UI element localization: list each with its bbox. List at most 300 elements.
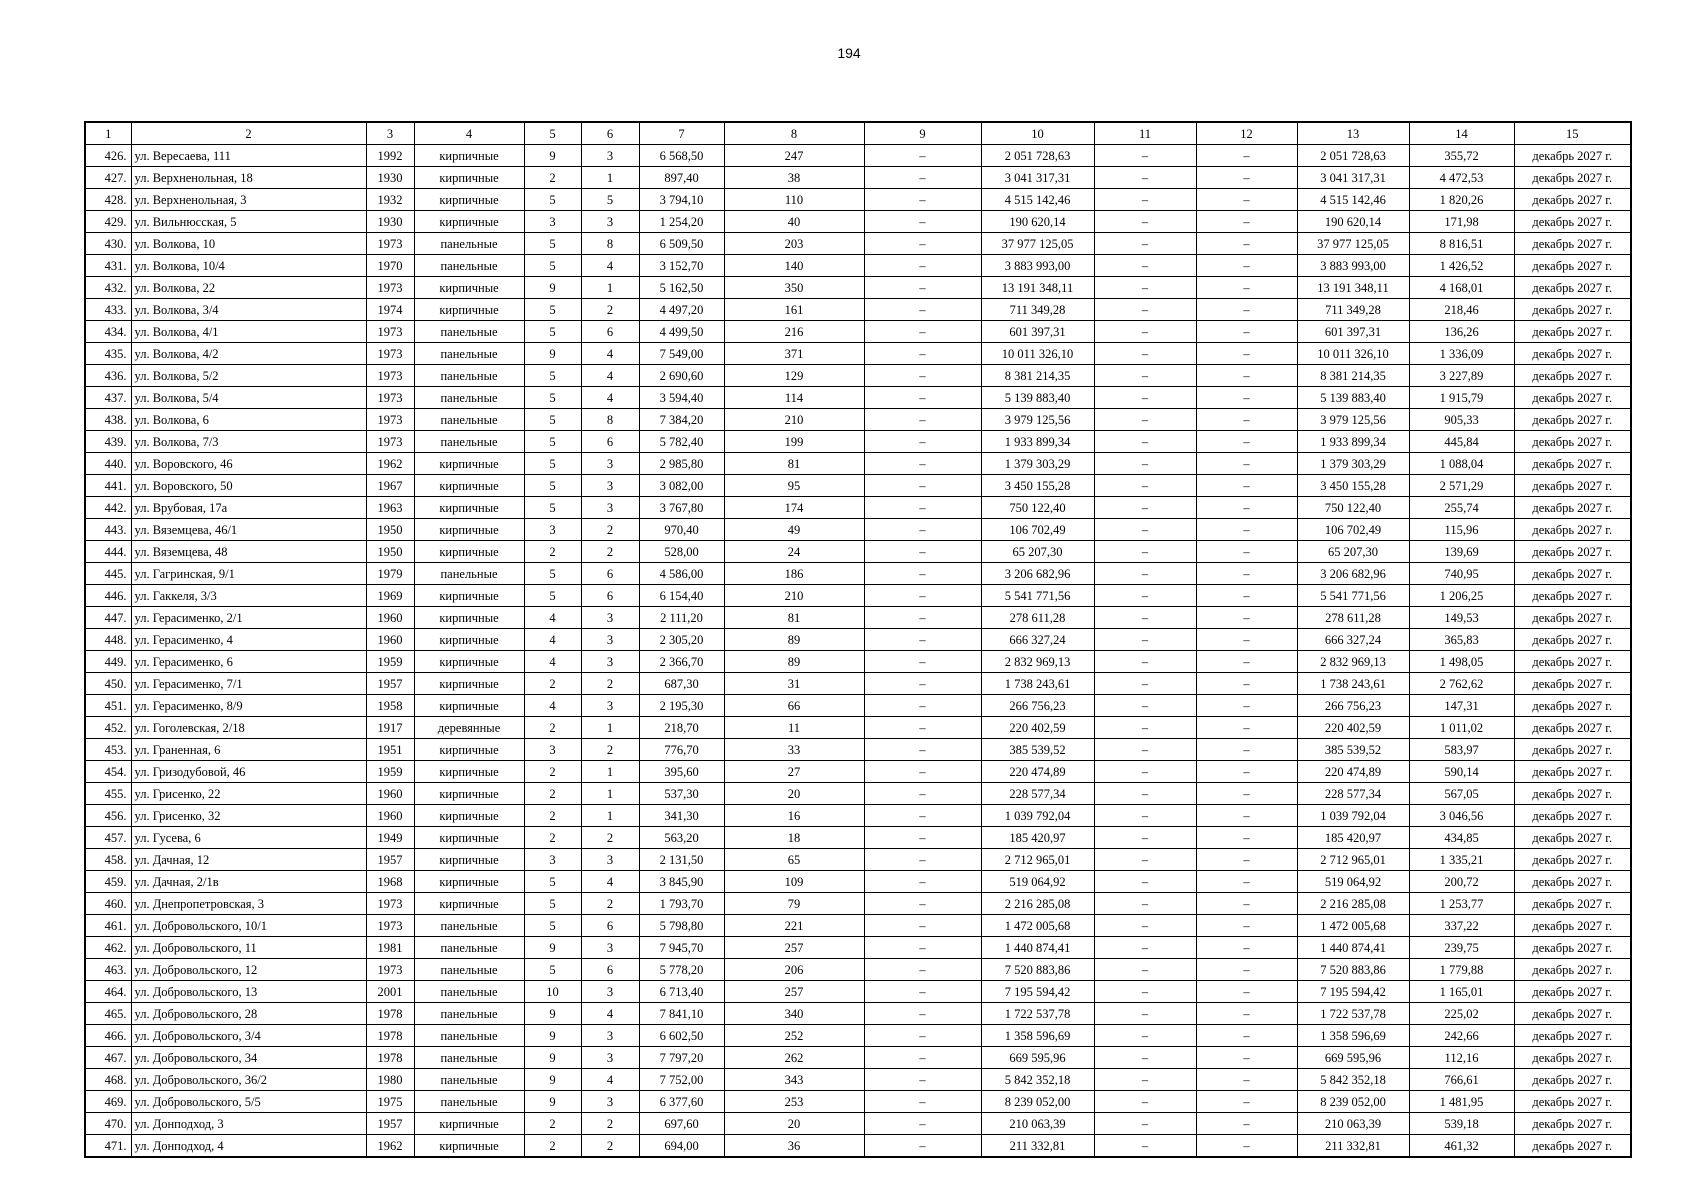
table-cell: 697,60 bbox=[639, 1113, 724, 1135]
table-cell: ул. Гусева, 6 bbox=[131, 827, 366, 849]
table-cell: 462. bbox=[85, 937, 131, 959]
table-row bbox=[85, 783, 1631, 805]
table-cell: 385 539,52 bbox=[1297, 739, 1409, 761]
table-cell: 5 139 883,40 bbox=[981, 387, 1094, 409]
table-cell: 9 bbox=[524, 1069, 581, 1091]
table-cell: – bbox=[864, 915, 981, 937]
table-cell: 433. bbox=[85, 299, 131, 321]
table-cell: – bbox=[1196, 167, 1297, 189]
table-cell: ул. Врубовая, 17а bbox=[131, 497, 366, 519]
table-cell: 427. bbox=[85, 167, 131, 189]
table-cell: – bbox=[1094, 695, 1196, 717]
table-cell: – bbox=[1196, 343, 1297, 365]
table-cell: 452. bbox=[85, 717, 131, 739]
table-cell: 7 384,20 bbox=[639, 409, 724, 431]
table-cell: 1950 bbox=[366, 519, 414, 541]
table-cell: декабрь 2027 г. bbox=[1514, 651, 1631, 673]
table-cell: 7 945,70 bbox=[639, 937, 724, 959]
table-cell: кирпичные bbox=[414, 739, 524, 761]
table-cell: 1 379 303,29 bbox=[1297, 453, 1409, 475]
column-header: 11 bbox=[1094, 122, 1196, 145]
table-cell: 8 bbox=[581, 409, 639, 431]
table-cell: ул. Волкова, 10/4 bbox=[131, 255, 366, 277]
table-cell: 5 bbox=[524, 431, 581, 453]
table-cell: 190 620,14 bbox=[981, 211, 1094, 233]
table-cell: 1960 bbox=[366, 805, 414, 827]
table-cell: – bbox=[864, 827, 981, 849]
table-cell: – bbox=[864, 673, 981, 695]
table-cell: ул. Герасименко, 7/1 bbox=[131, 673, 366, 695]
table-cell: ул. Волкова, 6 bbox=[131, 409, 366, 431]
table-cell: 3 082,00 bbox=[639, 475, 724, 497]
table-cell: 1917 bbox=[366, 717, 414, 739]
table-cell: 225,02 bbox=[1409, 1003, 1514, 1025]
table-cell: декабрь 2027 г. bbox=[1514, 805, 1631, 827]
table-cell: – bbox=[864, 453, 981, 475]
table-row bbox=[85, 519, 1631, 541]
table-cell: 1979 bbox=[366, 563, 414, 585]
table-cell: – bbox=[1196, 1135, 1297, 1158]
table-cell: 1 bbox=[581, 277, 639, 299]
table-cell: 1957 bbox=[366, 1113, 414, 1135]
table-cell: – bbox=[1196, 277, 1297, 299]
table-cell: 1 440 874,41 bbox=[1297, 937, 1409, 959]
table-cell: 2 111,20 bbox=[639, 607, 724, 629]
table-cell: – bbox=[1094, 211, 1196, 233]
table-cell: 242,66 bbox=[1409, 1025, 1514, 1047]
table-cell: 1981 bbox=[366, 937, 414, 959]
table-cell: – bbox=[1094, 959, 1196, 981]
table-cell: 6 713,40 bbox=[639, 981, 724, 1003]
table-cell: кирпичные bbox=[414, 211, 524, 233]
table-row bbox=[85, 629, 1631, 651]
table-row bbox=[85, 915, 1631, 937]
table-cell: 2 305,20 bbox=[639, 629, 724, 651]
table-cell: – bbox=[1094, 629, 1196, 651]
table-cell: – bbox=[1196, 695, 1297, 717]
table-cell: 2 bbox=[581, 739, 639, 761]
table-cell: 140 bbox=[724, 255, 864, 277]
table-cell: 278 611,28 bbox=[1297, 607, 1409, 629]
table-cell: панельные bbox=[414, 233, 524, 255]
table-cell: – bbox=[864, 651, 981, 673]
table-cell: 2 762,62 bbox=[1409, 673, 1514, 695]
table-cell: 1975 bbox=[366, 1091, 414, 1113]
table-cell: 10 bbox=[524, 981, 581, 1003]
table-cell: – bbox=[1094, 849, 1196, 871]
table-cell: кирпичные bbox=[414, 783, 524, 805]
table-cell: 5 541 771,56 bbox=[1297, 585, 1409, 607]
table-row bbox=[85, 299, 1631, 321]
table-cell: декабрь 2027 г. bbox=[1514, 937, 1631, 959]
table-cell: – bbox=[1196, 409, 1297, 431]
table-row bbox=[85, 431, 1631, 453]
table-cell: кирпичные bbox=[414, 277, 524, 299]
table-cell: декабрь 2027 г. bbox=[1514, 1047, 1631, 1069]
table-cell: 5 541 771,56 bbox=[981, 585, 1094, 607]
table-cell: 1 088,04 bbox=[1409, 453, 1514, 475]
table-cell: – bbox=[1196, 959, 1297, 981]
table-cell: 1 498,05 bbox=[1409, 651, 1514, 673]
table-cell: 4 515 142,46 bbox=[981, 189, 1094, 211]
table-cell: 350 bbox=[724, 277, 864, 299]
table-cell: – bbox=[864, 761, 981, 783]
table-cell: 5 bbox=[524, 453, 581, 475]
table-cell: ул. Герасименко, 4 bbox=[131, 629, 366, 651]
table-cell: 434,85 bbox=[1409, 827, 1514, 849]
table-cell: 106 702,49 bbox=[1297, 519, 1409, 541]
table-cell: 430. bbox=[85, 233, 131, 255]
table-cell: 4 472,53 bbox=[1409, 167, 1514, 189]
table-cell: 450. bbox=[85, 673, 131, 695]
table-cell: 37 977 125,05 bbox=[981, 233, 1094, 255]
table-cell: 4 bbox=[581, 387, 639, 409]
table-cell: 385 539,52 bbox=[981, 739, 1094, 761]
column-header: 3 bbox=[366, 122, 414, 145]
table-cell: 1973 bbox=[366, 233, 414, 255]
table-cell: 4 bbox=[581, 1069, 639, 1091]
table-cell: 5 bbox=[524, 915, 581, 937]
table-cell: 6 154,40 bbox=[639, 585, 724, 607]
table-row bbox=[85, 321, 1631, 343]
table-cell: – bbox=[1094, 761, 1196, 783]
table-cell: ул. Гаккеля, 3/3 bbox=[131, 585, 366, 607]
table-cell: 13 191 348,11 bbox=[1297, 277, 1409, 299]
table-cell: 3 767,80 bbox=[639, 497, 724, 519]
table-cell: 3 bbox=[581, 607, 639, 629]
table-cell: ул. Грисенко, 22 bbox=[131, 783, 366, 805]
table-cell: декабрь 2027 г. bbox=[1514, 255, 1631, 277]
table-cell: 1 481,95 bbox=[1409, 1091, 1514, 1113]
table-cell: 66 bbox=[724, 695, 864, 717]
table-cell: 1 336,09 bbox=[1409, 343, 1514, 365]
table-cell: 1930 bbox=[366, 167, 414, 189]
table-cell: декабрь 2027 г. bbox=[1514, 167, 1631, 189]
table-cell: панельные bbox=[414, 431, 524, 453]
table-cell: 109 bbox=[724, 871, 864, 893]
table-cell: ул. Вяземцева, 46/1 bbox=[131, 519, 366, 541]
table-cell: 1973 bbox=[366, 915, 414, 937]
table-cell: декабрь 2027 г. bbox=[1514, 585, 1631, 607]
table-cell: – bbox=[1094, 1113, 1196, 1135]
table-cell: ул. Грисенко, 32 bbox=[131, 805, 366, 827]
table-cell: 1968 bbox=[366, 871, 414, 893]
table-cell: 439. bbox=[85, 431, 131, 453]
table-cell: – bbox=[1094, 387, 1196, 409]
table-cell: – bbox=[1094, 541, 1196, 563]
column-header: 4 bbox=[414, 122, 524, 145]
table-cell: ул. Добровольского, 5/5 bbox=[131, 1091, 366, 1113]
table-cell: 456. bbox=[85, 805, 131, 827]
table-cell: 2 690,60 bbox=[639, 365, 724, 387]
table-cell: – bbox=[864, 937, 981, 959]
table-cell: 437. bbox=[85, 387, 131, 409]
table-cell: ул. Вильнюсская, 5 bbox=[131, 211, 366, 233]
table-cell: панельные bbox=[414, 365, 524, 387]
table-cell: 13 191 348,11 bbox=[981, 277, 1094, 299]
table-cell: ул. Воровского, 46 bbox=[131, 453, 366, 475]
table-cell: ул. Волкова, 7/3 bbox=[131, 431, 366, 453]
table-cell: 470. bbox=[85, 1113, 131, 1135]
table-cell: декабрь 2027 г. bbox=[1514, 563, 1631, 585]
table-cell: декабрь 2027 г. bbox=[1514, 959, 1631, 981]
table-cell: 3 bbox=[581, 651, 639, 673]
table-cell: кирпичные bbox=[414, 673, 524, 695]
table-cell: ул. Волкова, 4/1 bbox=[131, 321, 366, 343]
table-cell: 4 bbox=[581, 255, 639, 277]
table-cell: 257 bbox=[724, 937, 864, 959]
table-row bbox=[85, 959, 1631, 981]
table-cell: ул. Волкова, 10 bbox=[131, 233, 366, 255]
table-cell: 1973 bbox=[366, 343, 414, 365]
table-cell: 7 752,00 bbox=[639, 1069, 724, 1091]
table-cell: 1 039 792,04 bbox=[981, 805, 1094, 827]
table-cell: – bbox=[864, 1113, 981, 1135]
table-cell: – bbox=[864, 1135, 981, 1158]
table-cell: 429. bbox=[85, 211, 131, 233]
table-cell: – bbox=[1094, 783, 1196, 805]
table-cell: 9 bbox=[524, 937, 581, 959]
table-cell: декабрь 2027 г. bbox=[1514, 1091, 1631, 1113]
table-cell: – bbox=[1196, 805, 1297, 827]
table-cell: 1 933 899,34 bbox=[981, 431, 1094, 453]
table-cell: декабрь 2027 г. bbox=[1514, 189, 1631, 211]
table-cell: 9 bbox=[524, 1025, 581, 1047]
table-cell: 1978 bbox=[366, 1025, 414, 1047]
column-header: 6 bbox=[581, 122, 639, 145]
table-cell: 3 041 317,31 bbox=[1297, 167, 1409, 189]
table-cell: 5 bbox=[524, 189, 581, 211]
table-cell: 453. bbox=[85, 739, 131, 761]
table-row bbox=[85, 761, 1631, 783]
table-cell: 221 bbox=[724, 915, 864, 937]
table-cell: ул. Гоголевская, 2/18 bbox=[131, 717, 366, 739]
table-cell: – bbox=[1094, 717, 1196, 739]
page-number: 194 bbox=[837, 45, 861, 61]
table-cell: декабрь 2027 г. bbox=[1514, 1025, 1631, 1047]
table-cell: – bbox=[1196, 497, 1297, 519]
table-cell: 1 bbox=[581, 761, 639, 783]
table-cell: 3 794,10 bbox=[639, 189, 724, 211]
table-cell: 210 063,39 bbox=[1297, 1113, 1409, 1135]
table-cell: 262 bbox=[724, 1047, 864, 1069]
table-cell: ул. Днепропетровская, 3 bbox=[131, 893, 366, 915]
table-cell: 239,75 bbox=[1409, 937, 1514, 959]
table-row bbox=[85, 167, 1631, 189]
table-cell: 1962 bbox=[366, 1135, 414, 1158]
table-cell: 31 bbox=[724, 673, 864, 695]
table-cell: декабрь 2027 г. bbox=[1514, 673, 1631, 695]
table-cell: 5 842 352,18 bbox=[981, 1069, 1094, 1091]
table-cell: панельные bbox=[414, 959, 524, 981]
table-cell: – bbox=[1196, 255, 1297, 277]
table-cell: 355,72 bbox=[1409, 145, 1514, 167]
table-cell: 210 063,39 bbox=[981, 1113, 1094, 1135]
table-cell: 203 bbox=[724, 233, 864, 255]
table-row bbox=[85, 233, 1631, 255]
table-cell: – bbox=[1196, 585, 1297, 607]
table-cell: 257 bbox=[724, 981, 864, 1003]
table-cell: – bbox=[1094, 563, 1196, 585]
table-cell: 740,95 bbox=[1409, 563, 1514, 585]
header-row bbox=[85, 122, 1631, 145]
table-cell: 458. bbox=[85, 849, 131, 871]
table-cell: 79 bbox=[724, 893, 864, 915]
table-cell: 1959 bbox=[366, 651, 414, 673]
table-cell: 266 756,23 bbox=[981, 695, 1094, 717]
table-cell: – bbox=[864, 277, 981, 299]
table-cell: 1978 bbox=[366, 1003, 414, 1025]
table-cell: – bbox=[864, 343, 981, 365]
table-cell: 49 bbox=[724, 519, 864, 541]
table-cell: декабрь 2027 г. bbox=[1514, 321, 1631, 343]
table-cell: 2 832 969,13 bbox=[1297, 651, 1409, 673]
table-cell: – bbox=[1094, 453, 1196, 475]
table-cell: 343 bbox=[724, 1069, 864, 1091]
table-cell: – bbox=[864, 1069, 981, 1091]
table-cell: 467. bbox=[85, 1047, 131, 1069]
table-cell: панельные bbox=[414, 1069, 524, 1091]
table-cell: – bbox=[1196, 563, 1297, 585]
table-cell: 442. bbox=[85, 497, 131, 519]
table-cell: декабрь 2027 г. bbox=[1514, 475, 1631, 497]
table-cell: декабрь 2027 г. bbox=[1514, 1069, 1631, 1091]
table-cell: – bbox=[1094, 409, 1196, 431]
column-header: 7 bbox=[639, 122, 724, 145]
table-cell: 1 335,21 bbox=[1409, 849, 1514, 871]
table-cell: кирпичные bbox=[414, 651, 524, 673]
table-cell: 2 bbox=[524, 1135, 581, 1158]
table-cell: 519 064,92 bbox=[1297, 871, 1409, 893]
table-cell: 24 bbox=[724, 541, 864, 563]
table-row bbox=[85, 1135, 1631, 1158]
table-cell: ул. Добровольского, 28 bbox=[131, 1003, 366, 1025]
table-cell: – bbox=[1094, 167, 1196, 189]
table-cell: кирпичные bbox=[414, 299, 524, 321]
table-cell: ул. Гагринская, 9/1 bbox=[131, 563, 366, 585]
table-row bbox=[85, 563, 1631, 585]
table-cell: 6 bbox=[581, 563, 639, 585]
table-cell: 448. bbox=[85, 629, 131, 651]
table-cell: – bbox=[1094, 871, 1196, 893]
table-cell: 750 122,40 bbox=[981, 497, 1094, 519]
table-cell: декабрь 2027 г. bbox=[1514, 409, 1631, 431]
table-row bbox=[85, 739, 1631, 761]
table-cell: декабрь 2027 г. bbox=[1514, 629, 1631, 651]
table-cell: – bbox=[1094, 585, 1196, 607]
table-cell: 1 722 537,78 bbox=[981, 1003, 1094, 1025]
table-cell: – bbox=[1196, 1069, 1297, 1091]
table-cell: 7 520 883,86 bbox=[1297, 959, 1409, 981]
table-cell: 1 915,79 bbox=[1409, 387, 1514, 409]
table-cell: 7 797,20 bbox=[639, 1047, 724, 1069]
table-cell: 3 bbox=[524, 211, 581, 233]
table-cell: 2 bbox=[524, 783, 581, 805]
column-header: 5 bbox=[524, 122, 581, 145]
table-cell: ул. Вяземцева, 48 bbox=[131, 541, 366, 563]
table-cell: 5 bbox=[524, 321, 581, 343]
table-cell: – bbox=[864, 145, 981, 167]
table-cell: кирпичные bbox=[414, 453, 524, 475]
table-cell: 2 131,50 bbox=[639, 849, 724, 871]
table-cell: декабрь 2027 г. bbox=[1514, 915, 1631, 937]
table-cell: 1930 bbox=[366, 211, 414, 233]
table-cell: 434. bbox=[85, 321, 131, 343]
table-cell: 3 bbox=[581, 981, 639, 1003]
table-cell: – bbox=[1196, 1091, 1297, 1113]
table-cell: 445,84 bbox=[1409, 431, 1514, 453]
table-row bbox=[85, 1091, 1631, 1113]
table-cell: 1960 bbox=[366, 629, 414, 651]
table-cell: – bbox=[1196, 717, 1297, 739]
table-cell: кирпичные bbox=[414, 849, 524, 871]
table-cell: 5 139 883,40 bbox=[1297, 387, 1409, 409]
table-cell: 1 426,52 bbox=[1409, 255, 1514, 277]
table-row bbox=[85, 475, 1631, 497]
table-cell: – bbox=[1196, 739, 1297, 761]
table-cell: – bbox=[864, 629, 981, 651]
table-row bbox=[85, 937, 1631, 959]
table-cell: 18 bbox=[724, 827, 864, 849]
table-cell: 1973 bbox=[366, 277, 414, 299]
table-cell: декабрь 2027 г. bbox=[1514, 299, 1631, 321]
table-cell: – bbox=[1094, 1135, 1196, 1158]
table-cell: 65 207,30 bbox=[1297, 541, 1409, 563]
table-cell: – bbox=[864, 1025, 981, 1047]
table-row bbox=[85, 277, 1631, 299]
table-cell: 2 bbox=[524, 805, 581, 827]
table-cell: 1 165,01 bbox=[1409, 981, 1514, 1003]
table-cell: 3 bbox=[581, 1047, 639, 1069]
table-cell: 395,60 bbox=[639, 761, 724, 783]
table-row bbox=[85, 849, 1631, 871]
table-cell: – bbox=[864, 189, 981, 211]
table-cell: 20 bbox=[724, 1113, 864, 1135]
table-cell: кирпичные bbox=[414, 167, 524, 189]
table-cell: 2 bbox=[581, 541, 639, 563]
table-cell: кирпичные bbox=[414, 893, 524, 915]
table-cell: 5 bbox=[524, 365, 581, 387]
table-cell: 445. bbox=[85, 563, 131, 585]
table-cell: 583,97 bbox=[1409, 739, 1514, 761]
table-cell: 687,30 bbox=[639, 673, 724, 695]
table-cell: – bbox=[1196, 607, 1297, 629]
table-cell: – bbox=[864, 321, 981, 343]
table-cell: 2 bbox=[581, 893, 639, 915]
table-cell: 1967 bbox=[366, 475, 414, 497]
table-cell: – bbox=[1094, 365, 1196, 387]
table-cell: – bbox=[864, 299, 981, 321]
table-cell: 4 497,20 bbox=[639, 299, 724, 321]
table-cell: – bbox=[1094, 299, 1196, 321]
table-cell: 7 195 594,42 bbox=[981, 981, 1094, 1003]
table-cell: декабрь 2027 г. bbox=[1514, 277, 1631, 299]
table-cell: 666 327,24 bbox=[1297, 629, 1409, 651]
table-row bbox=[85, 365, 1631, 387]
table-cell: – bbox=[1196, 387, 1297, 409]
table-cell: 3 bbox=[581, 1091, 639, 1113]
table-cell: 3 bbox=[581, 629, 639, 651]
table-cell: – bbox=[1196, 827, 1297, 849]
table-cell: 2 571,29 bbox=[1409, 475, 1514, 497]
table-cell: 1 779,88 bbox=[1409, 959, 1514, 981]
table-cell: 2 bbox=[524, 761, 581, 783]
table-cell: 2 195,30 bbox=[639, 695, 724, 717]
table-cell: 1 472 005,68 bbox=[1297, 915, 1409, 937]
table-cell: 4 bbox=[524, 651, 581, 673]
column-header: 15 bbox=[1514, 122, 1631, 145]
table-cell: – bbox=[1196, 937, 1297, 959]
